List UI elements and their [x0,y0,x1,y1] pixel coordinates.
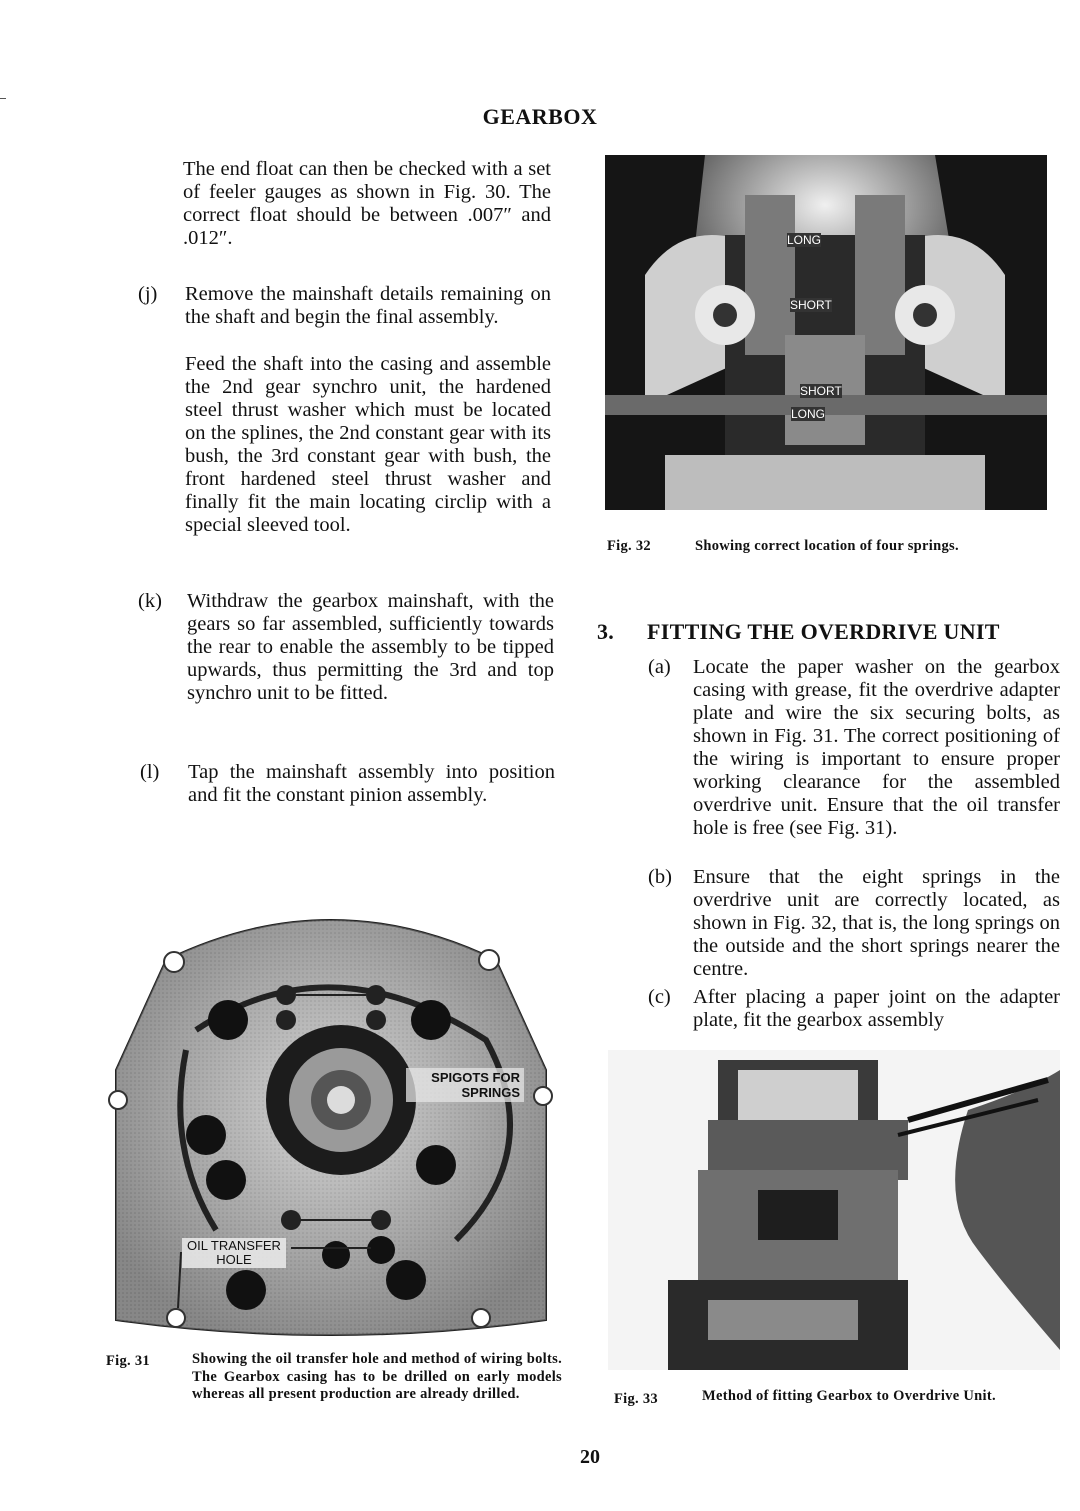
item-c-label: (c) [648,986,671,1008]
item-c-paragraph: After placing a paper joint on the adapter plate, fit the gearbox assembly [693,986,1060,1031]
fig32-caption: Showing correct location of four springs. [695,538,959,554]
callout-spigots-for-springs: SPIGOTS FOR SPRINGS [406,1068,524,1102]
fig31-photo [106,900,556,1345]
tag-short-upper: SHORT [790,298,832,312]
tag-long-upper: LONG [787,233,822,247]
margin-mark [0,98,6,99]
item-a-label: (a) [648,656,671,678]
item-a-paragraph: Locate the paper washer on the gearbox casing with grease, fit the overdrive adapter plate and wire the six securing bolts, as shown in Fig. 31. The correct positioning of the wiring is important to ensure proper working clearance for the assembled overdrive unit. Ensure that the oil transfer hole is free (see Fig. 31). [693,656,1060,839]
section-number: 3. [597,619,615,644]
page-number: 20 [580,1446,600,1468]
fig31-label: Fig. 31 [106,1353,150,1369]
item-j-label: (j) [138,283,158,305]
tag-long-lower: LONG [791,407,826,421]
item-j-paragraph-1: Remove the mainshaft details remaining on the shaft and begin the final assembly. [185,283,551,328]
tag-short-lower: SHORT [800,384,842,398]
item-k-paragraph: Withdraw the gearbox mainshaft, with the gears so far assembled, sufficiently towards the rear to enable the assembly to be tipped upwards, thus permitting the 3rd and top synchro unit to be fitted. [187,590,554,704]
fig32-photo [605,155,1047,510]
fig33-label: Fig. 33 [614,1391,658,1407]
item-l-label: (l) [140,761,160,783]
fig33-caption: Method of fitting Gearbox to Overdrive Unit. [702,1388,996,1404]
item-l-paragraph: Tap the mainshaft assembly into position and fit the constant pinion assembly. [188,761,555,806]
item-j-paragraph-2: Feed the shaft into the casing and assemble the 2nd gear synchro unit, the hardened steel thrust washer which must be located on the splines, the 2nd constant gear with its bush, the 3rd constant gear with bush, the front hardened steel thrust washer and finally fit the main locating circlip with a special sleeved tool. [185,353,551,536]
item-b-paragraph: Ensure that the eight springs in the overdrive unit are correctly located, as shown in Fig. 32, that is, the long springs on the outside and the short springs nearer the centre. [693,866,1060,980]
section-title: FITTING THE OVERDRIVE UNIT [647,619,1000,644]
fig31-caption: Showing the oil transfer hole and method of wiring bolts. The Gearbox casing has to be drilled on early models whereas all present production are already drilled. [192,1351,562,1402]
item-k-label: (k) [138,590,162,612]
page-title: GEARBOX [482,104,598,129]
fig32-label: Fig. 32 [607,538,651,554]
fig33-photo [608,1050,1060,1370]
intro-paragraph: The end float can then be checked with a set of feeler gauges as shown in Fig. 30. The correct float should be between .007″ and .012″. [183,158,551,249]
callout-oil-transfer-hole: OIL TRANSFER HOLE [182,1238,286,1268]
item-b-label: (b) [648,866,672,888]
